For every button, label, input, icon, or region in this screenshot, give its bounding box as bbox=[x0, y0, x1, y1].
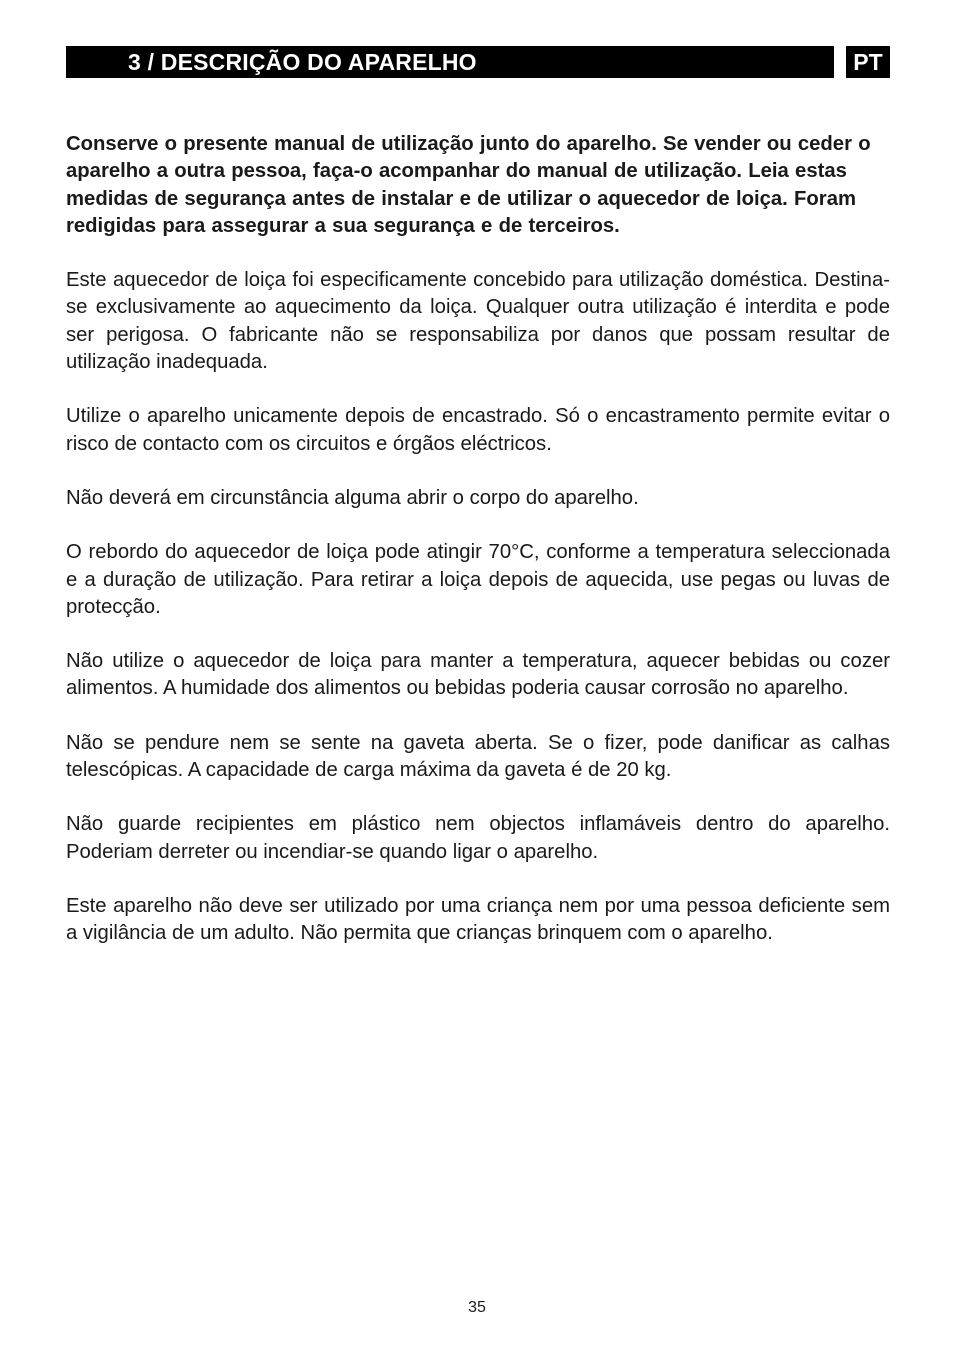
language-badge: PT bbox=[846, 46, 890, 78]
page-number: 35 bbox=[468, 1299, 486, 1316]
paragraph-intended-use: Este aquecedor de loiça foi especificamente concebido para utilização doméstica. Destina-se exclusivamente ao aquecimento da loiça. Qualquer outra utilização é interdita e pode ser perigosa. O fabricante não se responsabiliza por danos que possam resultar de utilização inadequada. bbox=[66, 269, 890, 374]
paragraph-no-cooking: Não utilize o aquecedor de loiça para manter a temperatura, aquecer bebidas ou cozer alimentos. A humidade dos alimentos ou bebidas poderia causar corrosão no aparelho. bbox=[66, 650, 890, 700]
document-body bbox=[66, 131, 890, 975]
section-header-bar bbox=[66, 46, 834, 78]
paragraph-installation: Utilize o aparelho unicamente depois de encastrado. Só o encastramento permite evitar o risco de contacto com os circuitos e órgãos eléctricos. bbox=[66, 405, 890, 455]
paragraph-hot-rim: O rebordo do aquecedor de loiça pode atingir 70°C, conforme a temperatura seleccionada e a duração de utilização. Para retirar a loiça depois de aquecida, use pegas ou luvas de protecção. bbox=[66, 541, 890, 618]
intro-paragraph: Conserve o presente manual de utilização junto do aparelho. Se vender ou ceder o aparelho a outra pessoa, faça-o acompanhar do manual de utilização. Leia estas medidas de segurança antes de instalar e de utilizar o aquecedor de loiça. Foram redigidas para assegurar a sua segurança e de terceiros. bbox=[66, 133, 871, 237]
paragraph-children: Este aparelho não deve ser utilizado por uma criança nem por uma pessoa deficiente sem a vigilância de um adulto. Não permita que crianças brinquem com o aparelho. bbox=[66, 894, 890, 945]
paragraph-drawer-load: Não se pendure nem se sente na gaveta aberta. Se o fizer, pode danificar as calhas telescópicas. A capacidade de carga máxima da gaveta é de 20 kg. bbox=[66, 731, 890, 782]
paragraph-no-plastics: Não guarde recipientes em plástico nem objectos inflamáveis dentro do aparelho. Poderiam derreter ou incendiar-se quando ligar o aparelho. bbox=[66, 813, 890, 863]
paragraph-do-not-open: Não deverá em circunstância alguma abrir o corpo do aparelho. bbox=[66, 486, 639, 509]
section-title: 3 / DESCRIÇÃO DO APARELHO bbox=[128, 48, 477, 75]
